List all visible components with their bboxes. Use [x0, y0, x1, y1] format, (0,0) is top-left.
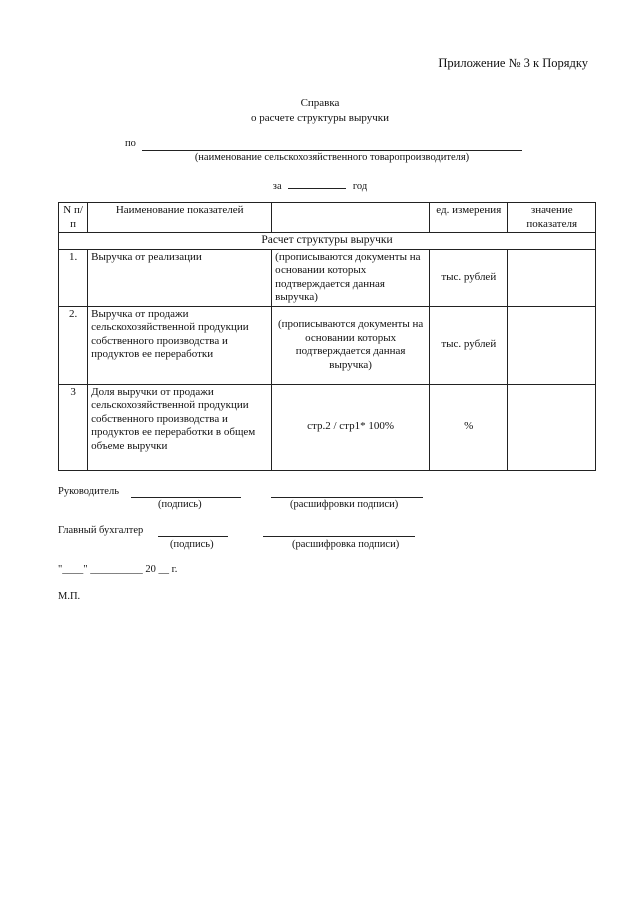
- appendix-label: Приложение № 3 к Порядку: [438, 56, 588, 70]
- director-signature-field[interactable]: [131, 497, 241, 498]
- accountant-name-caption: (расшифровка подписи): [292, 539, 400, 550]
- accountant-name-field[interactable]: [263, 536, 415, 537]
- table-row: [59, 306, 596, 384]
- row-name: Выручка от продажи сельскохозяйственной продукции собственного производства и продуктов ее переработки: [88, 306, 272, 384]
- header-num: N п/п: [59, 203, 88, 233]
- po-label: по: [125, 138, 136, 149]
- row-unit: %: [430, 384, 508, 470]
- header-name: Наименование показателей: [88, 203, 272, 233]
- accountant-sign-caption: (подпись): [170, 539, 214, 550]
- table-row: [59, 384, 596, 470]
- producer-name-caption: (наименование сельскохозяйственного товаропроизводителя): [194, 152, 470, 163]
- header-doc: [272, 203, 430, 233]
- document-subtitle: о расчете структуры выручки: [250, 112, 390, 124]
- row-doc: (прописываются документы на основании которых подтверждается данная выручка): [272, 249, 430, 306]
- year-suffix: год: [352, 181, 368, 192]
- row-name: Выручка от реализации: [88, 249, 272, 306]
- row-num: 3: [59, 384, 88, 470]
- revenue-structure-table: [58, 202, 596, 471]
- accountant-signature-field[interactable]: [158, 536, 228, 537]
- year-prefix: за: [272, 181, 282, 192]
- producer-name-field[interactable]: [142, 150, 522, 151]
- director-sign-caption: (подпись): [158, 499, 202, 510]
- director-name-caption: (расшифровки подписи): [290, 499, 399, 510]
- row-doc: (прописываются документы на основании которых подтверждается данная выручка): [272, 306, 430, 384]
- row-num: 1.: [59, 249, 88, 306]
- row-num: 2.: [59, 306, 88, 384]
- accountant-label: Главный бухгалтер: [58, 525, 144, 536]
- document-title: Справка: [300, 97, 340, 109]
- section-title: Расчет структуры выручки: [59, 233, 596, 250]
- row-value-field[interactable]: [508, 306, 596, 384]
- row-value-field[interactable]: [508, 384, 596, 470]
- row-value-field[interactable]: [508, 249, 596, 306]
- header-unit: ед. измерения: [430, 203, 508, 233]
- year-row: [0, 178, 640, 192]
- section-row: [59, 233, 596, 250]
- year-field[interactable]: [288, 178, 346, 189]
- header-value: значение показателя: [508, 203, 596, 233]
- document-title-block: [0, 96, 640, 126]
- director-name-field[interactable]: [271, 497, 423, 498]
- table-header-row: [59, 203, 596, 233]
- row-name: Доля выручки от продажи сельскохозяйственной продукции собственного производства и продуктов ее переработки в общем объеме выручки: [88, 384, 272, 470]
- table-row: [59, 249, 596, 306]
- row-doc: стр.2 / стр1* 100%: [272, 384, 430, 470]
- director-label: Руководитель: [58, 486, 119, 497]
- stamp-label: М.П.: [58, 591, 81, 602]
- date-line: "____" __________ 20 __ г.: [58, 564, 178, 575]
- row-unit: тыс. рублей: [430, 249, 508, 306]
- row-unit: тыс. рублей: [430, 306, 508, 384]
